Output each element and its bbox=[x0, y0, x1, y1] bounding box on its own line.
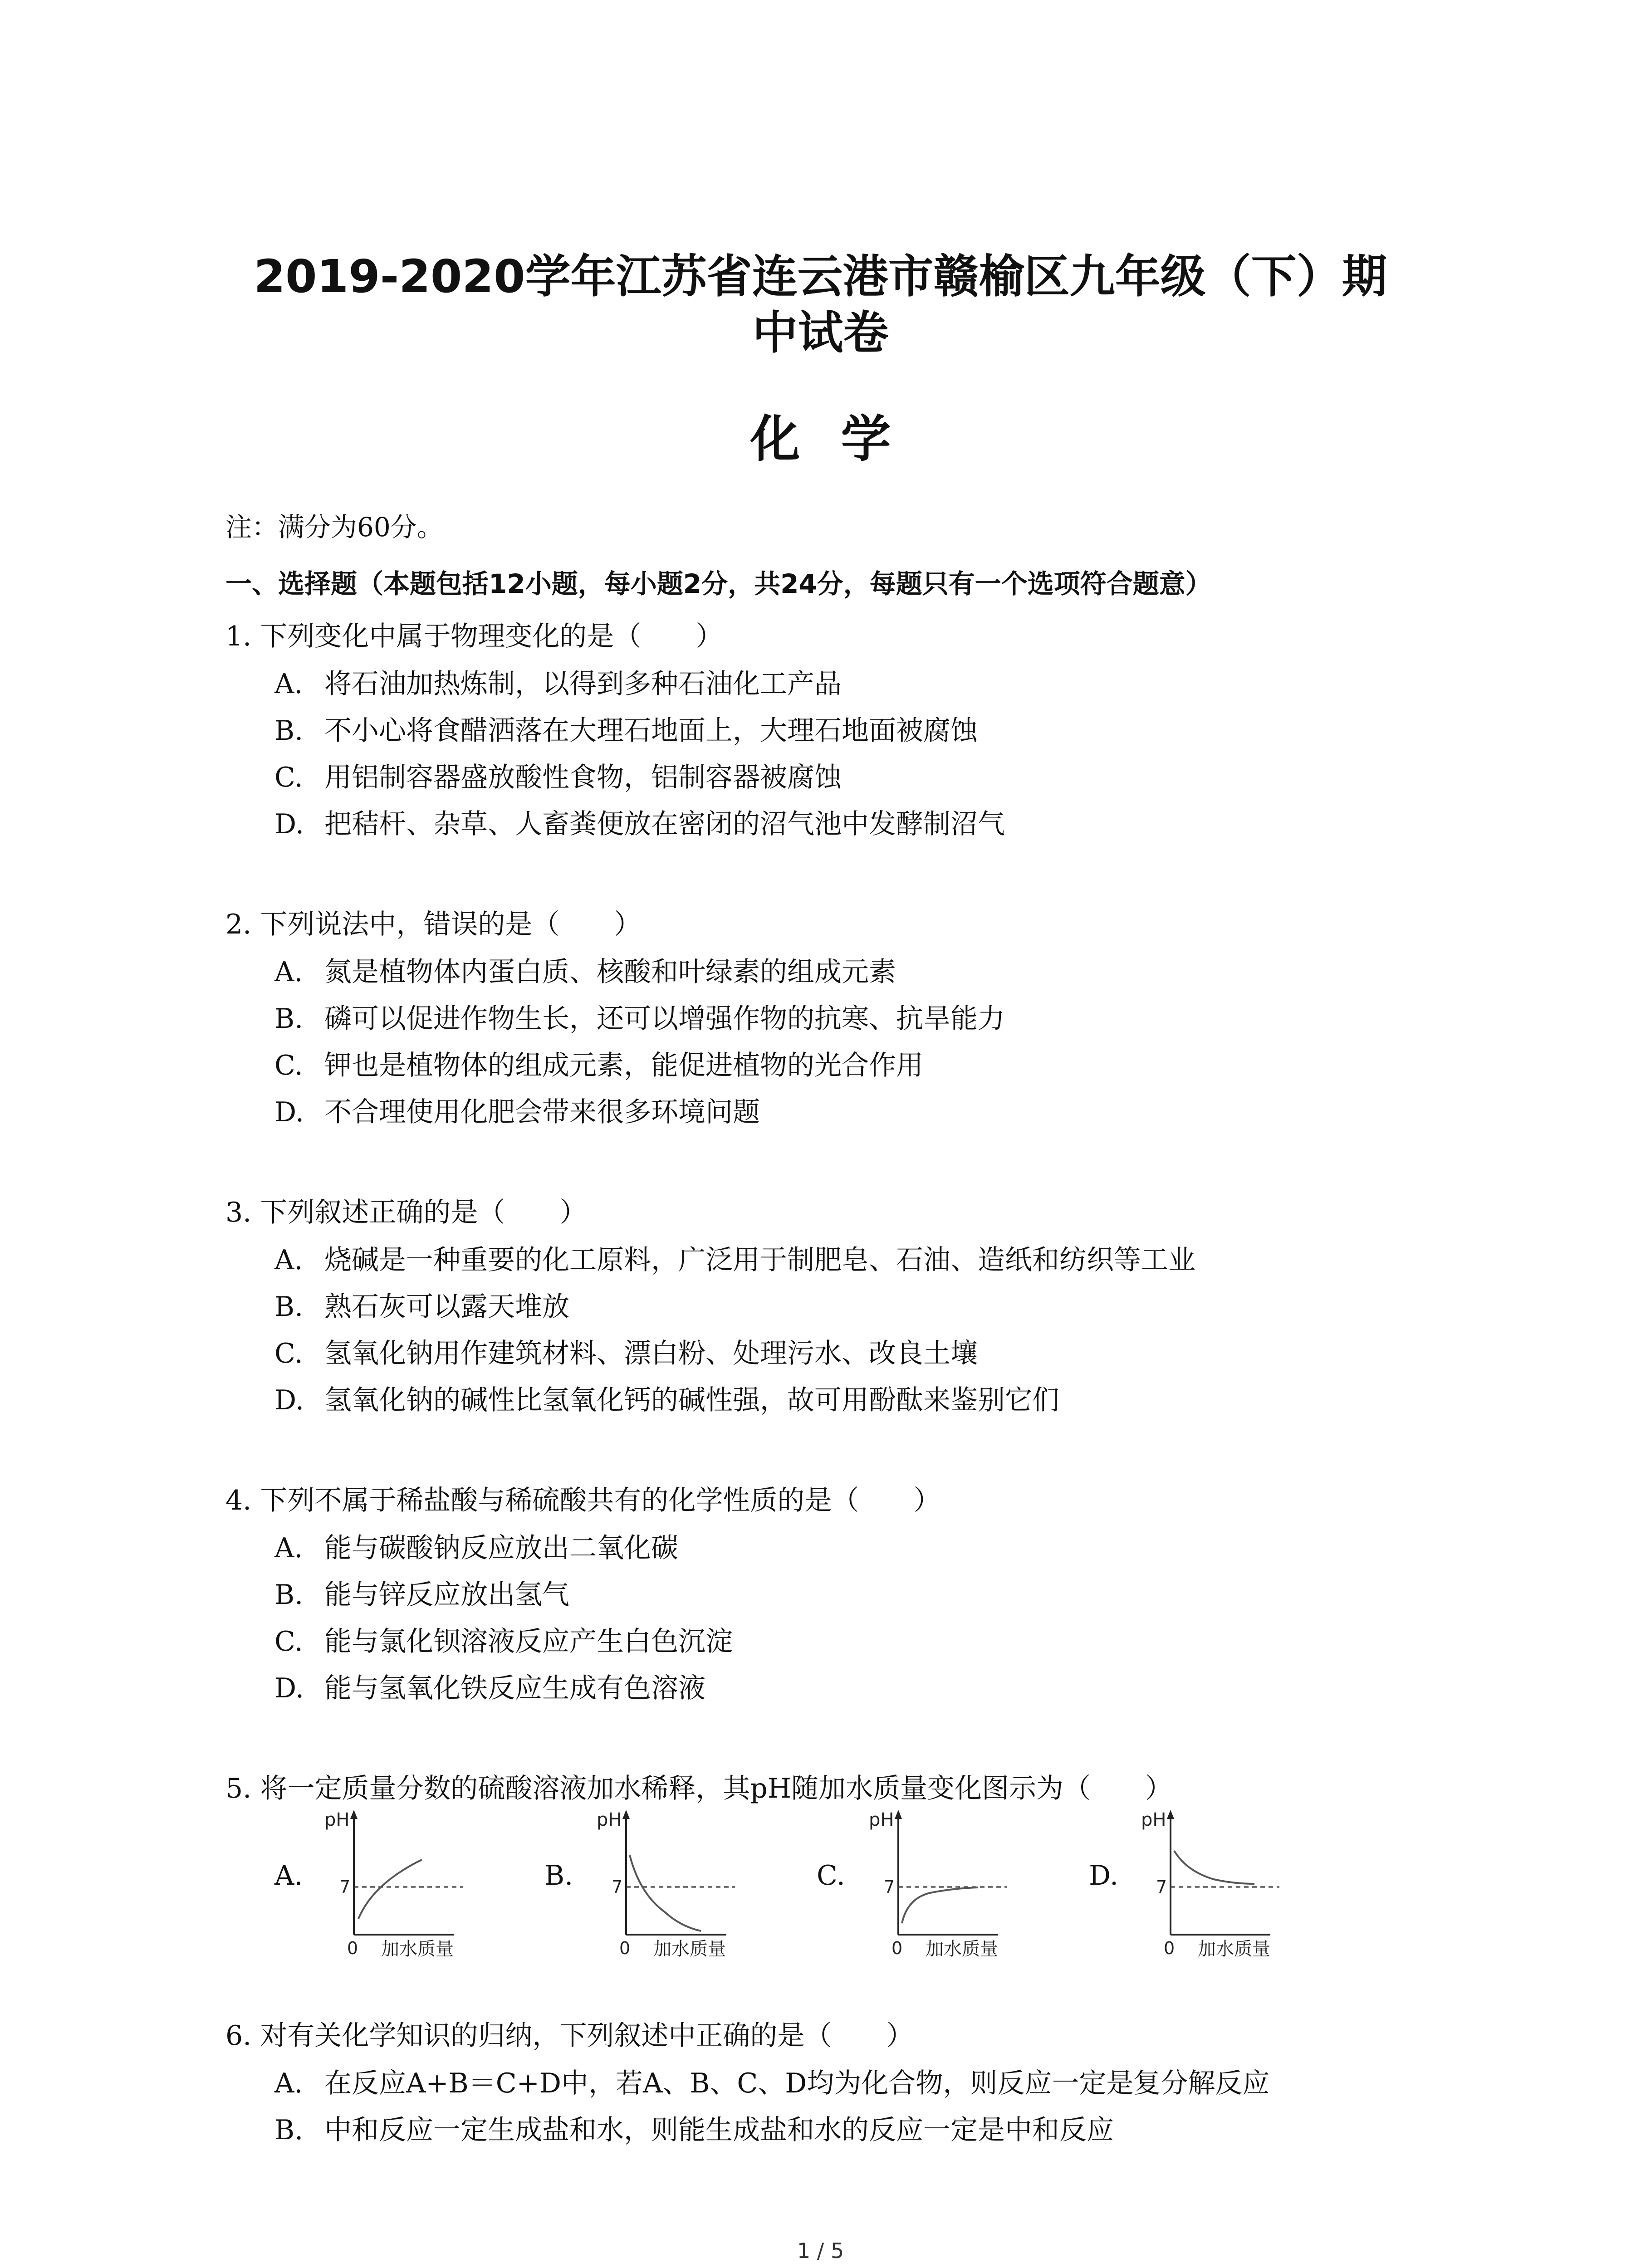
graph-c bbox=[862, 1808, 1098, 1957]
option-letter: D. bbox=[274, 1672, 304, 1704]
graph-c-plot bbox=[862, 1808, 1098, 1957]
question-4-option-d bbox=[274, 1667, 705, 1706]
option-text: 能与锌反应放出氢气 bbox=[324, 1579, 569, 1611]
score-note: 注：满分为60分。 bbox=[225, 512, 443, 543]
option-text: 氢氧化钠用作建筑材料、漂白粉、处理污水、改良土壤 bbox=[324, 1338, 978, 1369]
option-letter: B. bbox=[274, 715, 304, 747]
graph-d-curve bbox=[1174, 1851, 1254, 1884]
question-1-option-b bbox=[274, 709, 978, 748]
option-letter: A. bbox=[274, 1244, 303, 1276]
option-letter: D. bbox=[274, 808, 304, 840]
question-2-option-b bbox=[274, 997, 1005, 1036]
graph-a-origin: 0 bbox=[347, 1938, 358, 1957]
option-letter: B. bbox=[274, 1003, 304, 1035]
graph-a-y-arrow bbox=[350, 1810, 358, 1819]
graph-d-ref-label: 7 bbox=[1156, 1877, 1167, 1897]
option-text: 能与氢氧化铁反应生成有色溶液 bbox=[324, 1672, 705, 1704]
graph-c-ref-label: 7 bbox=[884, 1877, 895, 1897]
graph-b-y-label: pH bbox=[597, 1809, 622, 1830]
question-2-option-a bbox=[274, 950, 896, 989]
question-4-stem: 4. 下列不属于稀盐酸与稀硫酸共有的化学性质的是（ ） bbox=[225, 1485, 941, 1516]
option-letter: A. bbox=[274, 2068, 303, 2099]
question-3-stem: 3. 下列叙述正确的是（ ） bbox=[225, 1197, 587, 1228]
option-letter: C. bbox=[274, 1626, 303, 1657]
subject-heading: 化学 bbox=[750, 410, 932, 468]
option-letter: C. bbox=[274, 762, 303, 793]
option-text: 氢氧化钠的碱性比氢氧化钙的碱性强，故可用酚酞来鉴别它们 bbox=[324, 1384, 1059, 1416]
option-text: 磷可以促进作物生长，还可以增强作物的抗寒、抗旱能力 bbox=[324, 1003, 1005, 1035]
question-1-stem: 1. 下列变化中属于物理变化的是（ ） bbox=[225, 621, 723, 652]
question-1-option-c bbox=[274, 756, 842, 795]
graph-b-x-label: 加水质量 bbox=[653, 1939, 726, 1957]
graph-b-y-arrow bbox=[622, 1810, 630, 1819]
option-text: 能与碳酸钠反应放出二氧化碳 bbox=[324, 1532, 678, 1564]
graph-d-origin: 0 bbox=[1164, 1938, 1175, 1957]
graph-d-plot bbox=[1134, 1808, 1370, 1957]
option-text: 在反应A+B＝C+D中，若A、B、C、D均为化合物，则反应一定是复分解反应 bbox=[324, 2068, 1270, 2099]
question-3-option-a bbox=[274, 1238, 1195, 1277]
exam-title-line-2: 中试卷 bbox=[752, 306, 889, 359]
option-text: 用铝制容器盛放酸性食物，铝制容器被腐蚀 bbox=[324, 762, 842, 793]
option-letter: B. bbox=[274, 2114, 304, 2146]
option-text: 氮是植物体内蛋白质、核酸和叶绿素的组成元素 bbox=[324, 956, 896, 988]
option-letter: B. bbox=[274, 1291, 304, 1323]
question-6-option-a bbox=[274, 2062, 1269, 2101]
option-letter: A. bbox=[274, 956, 303, 988]
graph-c-y-arrow bbox=[895, 1810, 902, 1819]
graph-d-letter: D. bbox=[1089, 1860, 1119, 1892]
option-letter: D. bbox=[274, 1096, 304, 1128]
question-2-option-d bbox=[274, 1090, 760, 1129]
graph-b-origin: 0 bbox=[619, 1938, 631, 1957]
graph-c-origin: 0 bbox=[892, 1938, 903, 1957]
question-2-option-c bbox=[274, 1044, 923, 1083]
option-letter: A. bbox=[274, 668, 303, 700]
question-4-option-c bbox=[274, 1620, 733, 1659]
graph-c-curve bbox=[902, 1887, 978, 1923]
question-4-option-b bbox=[274, 1573, 569, 1612]
graph-c-letter: C. bbox=[817, 1860, 845, 1892]
option-text: 把秸杆、杂草、人畜粪便放在密闭的沼气池中发酵制沼气 bbox=[324, 808, 1005, 840]
graph-c-y-label: pH bbox=[869, 1809, 894, 1830]
graph-a-plot bbox=[318, 1808, 554, 1957]
graph-d-x-label: 加水质量 bbox=[1198, 1939, 1270, 1957]
option-letter: B. bbox=[274, 1579, 304, 1611]
exam-title-line-1: 2019-2020学年江苏省连云港市赣榆区九年级（下）期 bbox=[254, 250, 1387, 303]
option-text: 能与氯化钡溶液反应产生白色沉淀 bbox=[324, 1626, 733, 1657]
question-6-option-b bbox=[274, 2108, 1114, 2147]
graph-d bbox=[1134, 1808, 1370, 1957]
option-letter: A. bbox=[274, 1532, 303, 1564]
graph-d-y-label: pH bbox=[1141, 1809, 1166, 1830]
graph-b-curve bbox=[630, 1855, 701, 1931]
graph-c-x-label: 加水质量 bbox=[926, 1939, 998, 1957]
graph-a bbox=[318, 1808, 554, 1957]
page-number: 1 / 5 bbox=[797, 2239, 844, 2263]
question-6-stem: 6. 对有关化学知识的归纳，下列叙述中正确的是（ ） bbox=[225, 2020, 914, 2052]
graph-a-ref-label: 7 bbox=[339, 1877, 351, 1897]
graph-b-ref-label: 7 bbox=[612, 1877, 623, 1897]
option-text: 钾也是植物体的组成元素，能促进植物的光合作用 bbox=[324, 1050, 923, 1081]
question-1-option-d bbox=[274, 802, 1005, 841]
option-text: 不小心将食醋洒落在大理石地面上，大理石地面被腐蚀 bbox=[324, 715, 978, 747]
option-text: 烧碱是一种重要的化工原料，广泛用于制肥皂、石油、造纸和纺织等工业 bbox=[324, 1244, 1195, 1276]
graph-a-x-label: 加水质量 bbox=[381, 1939, 454, 1957]
question-4-option-a bbox=[274, 1526, 678, 1565]
option-letter: C. bbox=[274, 1338, 303, 1369]
graph-b-plot bbox=[590, 1808, 826, 1957]
option-letter: C. bbox=[274, 1050, 303, 1081]
graph-a-letter: A. bbox=[274, 1860, 303, 1892]
question-2-stem: 2. 下列说法中，错误的是（ ） bbox=[225, 909, 642, 940]
question-3-option-c bbox=[274, 1332, 978, 1371]
question-1-option-a bbox=[274, 662, 842, 701]
option-letter: D. bbox=[274, 1384, 304, 1416]
option-text: 将石油加热炼制，以得到多种石油化工产品 bbox=[324, 668, 842, 700]
option-text: 熟石灰可以露天堆放 bbox=[324, 1291, 569, 1323]
option-text: 不合理使用化肥会带来很多环境问题 bbox=[324, 1096, 760, 1128]
option-text: 中和反应一定生成盐和水，则能生成盐和水的反应一定是中和反应 bbox=[324, 2114, 1114, 2146]
graph-a-y-label: pH bbox=[324, 1809, 350, 1830]
graph-b-letter: B. bbox=[544, 1860, 573, 1892]
graph-d-y-arrow bbox=[1167, 1810, 1174, 1819]
question-3-option-d bbox=[274, 1378, 1059, 1418]
question-5-stem: 5. 将一定质量分数的硫酸溶液加水稀释，其pH随加水质量变化图示为（ ） bbox=[225, 1773, 1173, 1804]
section-heading: 一、选择题（本题包括12小题，每小题2分，共24分，每题只有一个选项符合题意） bbox=[225, 568, 1212, 599]
graph-b bbox=[590, 1808, 826, 1957]
graph-a-curve bbox=[358, 1860, 422, 1919]
question-3-option-b bbox=[274, 1285, 569, 1324]
